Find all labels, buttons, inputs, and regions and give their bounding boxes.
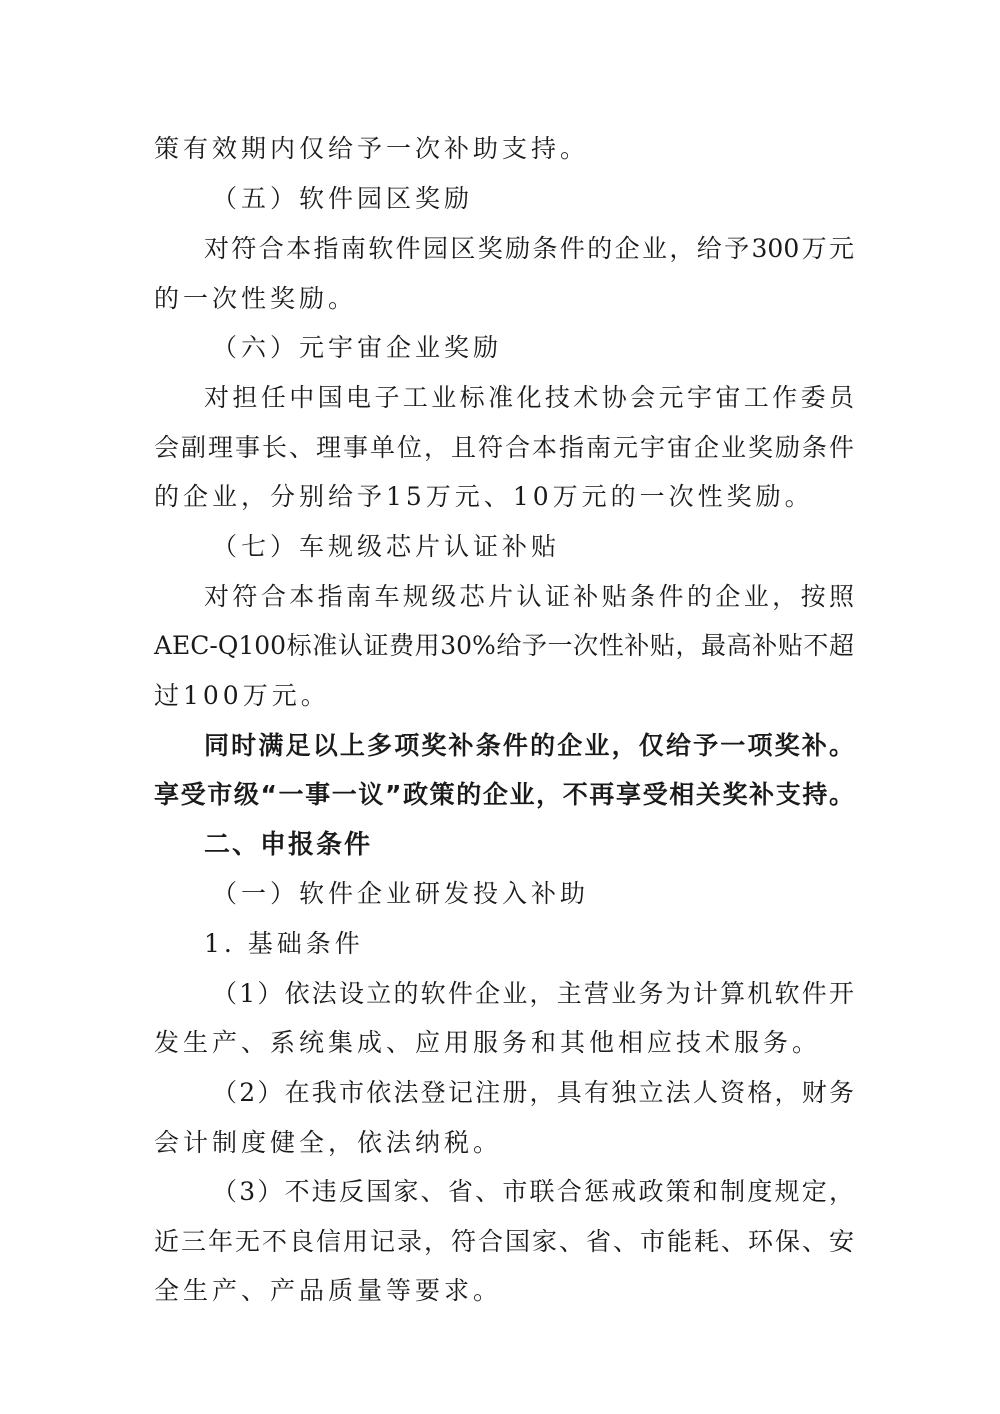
- text-line: 过100万元。: [154, 681, 330, 710]
- text-line: 对符合本指南车规级芯片认证补贴条件的企业，按照: [204, 582, 854, 611]
- text-line: 对担任中国电子工业标准化技术协会元宇宙工作委员: [204, 383, 854, 412]
- text-line: （3）不违反国家、省、市联合惩戒政策和制度规定，: [212, 1177, 854, 1206]
- text-line: 会副理事长、理事单位，且符合本指南元宇宙企业奖励条件: [154, 433, 854, 462]
- section-heading: （一）软件企业研发投入补助: [212, 879, 590, 908]
- text-line: 近三年无不良信用记录，符合国家、省、市能耗、环保、安: [154, 1227, 854, 1256]
- text-line: 的企业，分别给予15万元、10万元的一次性奖励。: [154, 482, 814, 511]
- text-line: （1）依法设立的软件企业，主营业务为计算机软件开: [212, 979, 854, 1008]
- subsection-heading: 1. 基础条件: [204, 929, 364, 958]
- text-line: 全生产、产品质量等要求。: [154, 1276, 503, 1305]
- text-line: 对符合本指南软件园区奖励条件的企业，给予300万元: [204, 234, 854, 263]
- section-heading: （六）元宇宙企业奖励: [212, 333, 503, 362]
- text-line: 会计制度健全，依法纳税。: [154, 1128, 503, 1157]
- section-heading: （七）车规级芯片认证补贴: [212, 532, 561, 561]
- bold-note-line: 享受市级“一事一议”政策的企业，不再享受相关奖补支持。: [154, 780, 854, 809]
- bold-note-line: 同时满足以上多项奖补条件的企业，仅给予一项奖补。: [204, 731, 854, 760]
- text-line: （2）在我市依法登记注册，具有独立法人资格，财务: [212, 1078, 854, 1107]
- chapter-heading: 二、申报条件: [204, 830, 373, 860]
- text-line: AEC-Q100标准认证费用30%给予一次性补贴，最高补贴不超: [154, 631, 854, 660]
- section-heading: （五）软件园区奖励: [212, 184, 474, 213]
- text-line: 策有效期内仅给予一次补助支持。: [154, 134, 590, 163]
- text-line: 发生产、系统集成、应用服务和其他相应技术服务。: [154, 1028, 822, 1057]
- text-line: 的一次性奖励。: [154, 284, 358, 313]
